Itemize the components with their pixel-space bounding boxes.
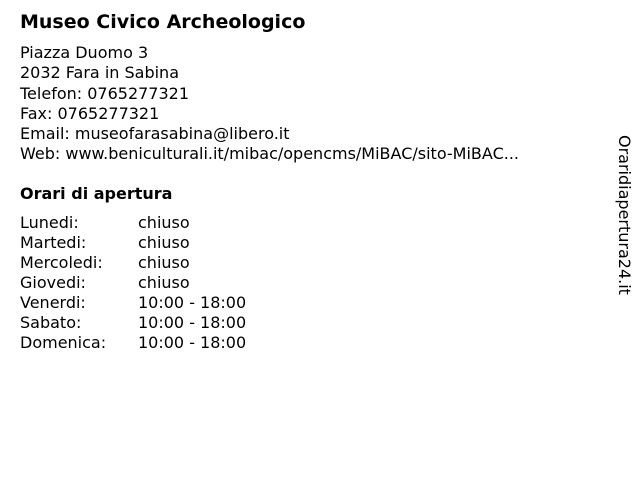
address-city: 2032 Fara in Sabina [20, 63, 179, 83]
opening-hours-heading: Orari di apertura [20, 184, 173, 203]
hours-row-friday [20, 293, 246, 313]
hours-row-saturday [20, 313, 246, 333]
day-label: Domenica: [20, 333, 107, 352]
day-hours: 10:00 - 18:00 [138, 333, 247, 352]
hours-row-sunday [20, 333, 246, 353]
day-label: Lunedi: [20, 213, 79, 232]
day-hours: chiuso [138, 253, 190, 272]
address-street: Piazza Duomo 3 [20, 43, 149, 62]
fax-number: Fax: 0765277321 [20, 103, 160, 123]
hours-row-monday [20, 213, 246, 233]
day-label: Giovedi: [20, 273, 86, 292]
day-hours: chiuso [138, 213, 190, 232]
phone-number: Telefon: 0765277321 [20, 83, 190, 103]
day-hours: 10:00 - 18:00 [138, 293, 247, 312]
opening-hours-table [20, 213, 246, 353]
day-label: Martedi: [20, 233, 87, 252]
hours-row-tuesday [20, 233, 246, 253]
email-address: Email: museofarasabina@libero.it [20, 124, 290, 144]
day-hours: 10:00 - 18:00 [138, 313, 247, 332]
page-title: Museo Civico Archeologico [20, 11, 306, 33]
day-label: Mercoledi: [20, 253, 103, 272]
site-watermark: Oraridiapertura24.it [615, 135, 634, 295]
day-hours: chiuso [138, 233, 190, 252]
day-label: Venerdi: [20, 293, 86, 312]
hours-row-wednesday [20, 253, 246, 273]
day-label: Sabato: [20, 313, 82, 332]
hours-row-thursday [20, 273, 246, 293]
day-hours: chiuso [138, 273, 190, 292]
website-url: Web: www.beniculturali.it/mibac/opencms/MiBAC/sito-MiBAC... [20, 144, 519, 164]
contact-info [20, 43, 519, 165]
